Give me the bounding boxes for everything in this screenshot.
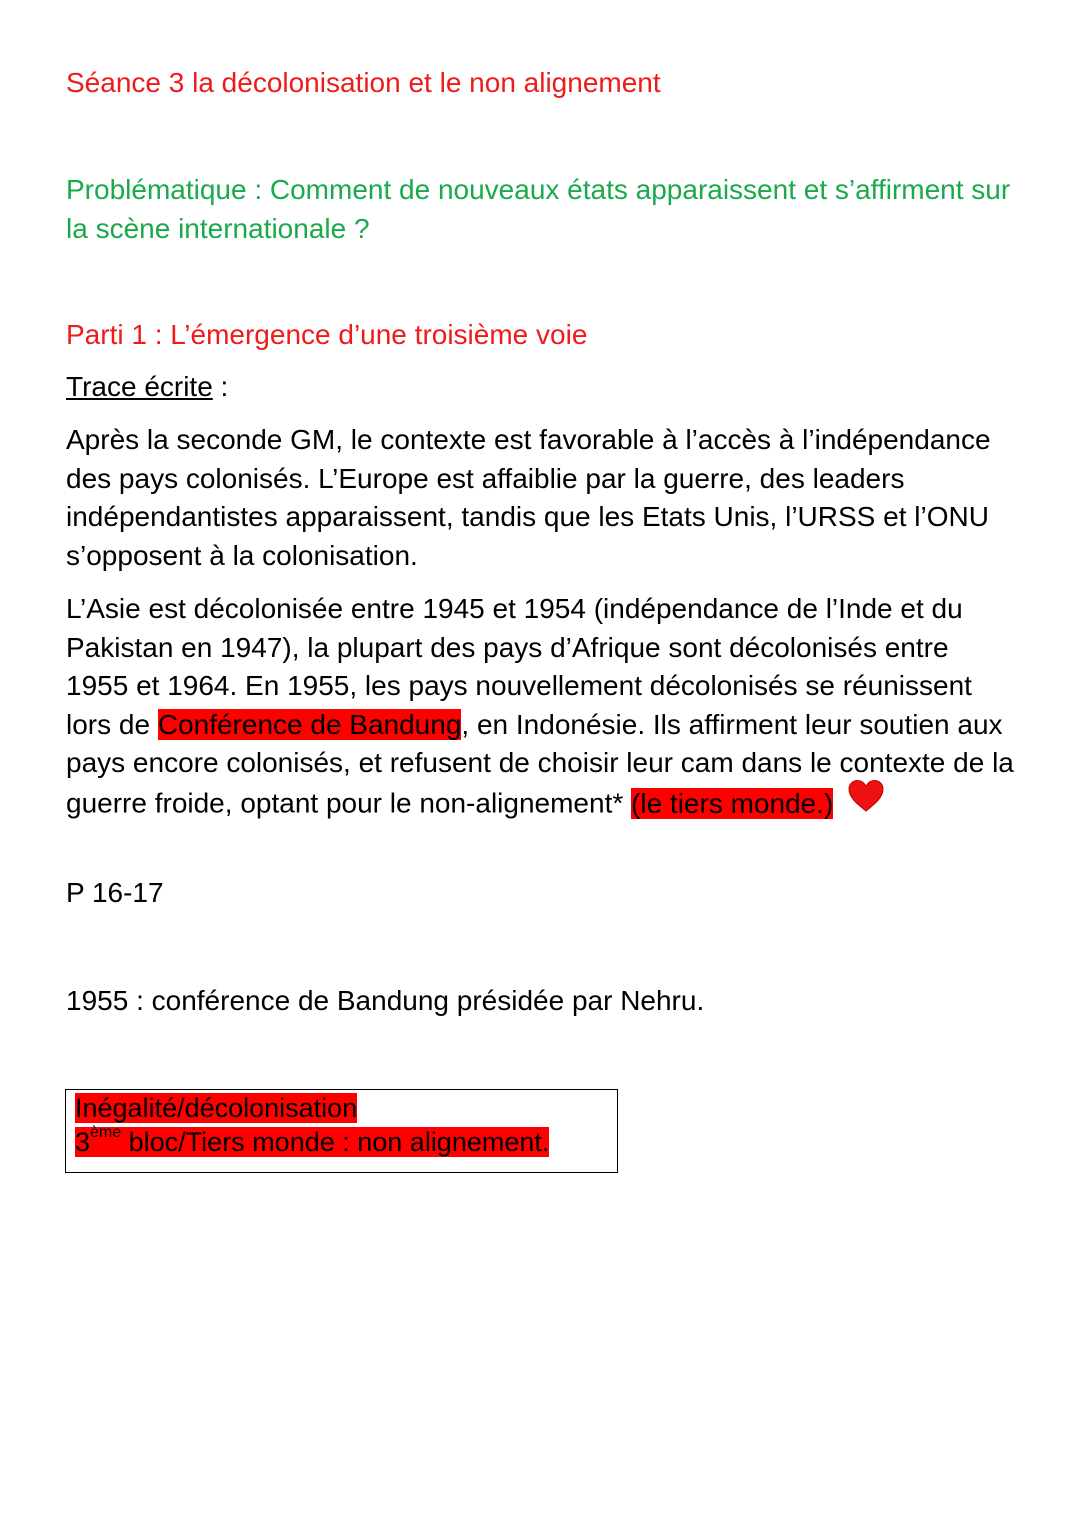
summary-highlight-2 <box>75 1124 550 1157</box>
paragraph-context: Après la seconde GM, le contexte est favorable à l’accès à l’indépendance des pays colonisés. L’Europe est affaiblie par la guerre, des leaders indépendantistes apparaissent, tandis que les Etats Unis, l’URSS et l’ONU s’opposent à la colonisation. <box>66 424 991 571</box>
paragraph-decolonisation <box>66 590 1016 828</box>
paragraph-text-part1: L’Asie est décolonisée entre 1945 et 1954 (indépendance de l’Inde et du Pakistan en 1947), la plupart des pays d’Afrique sont décolonisés entre 1955 et 1964. En 1955, les pays nouvellement décolonisés se réunissent lors de <box>66 593 972 740</box>
summary-box <box>65 1089 618 1173</box>
summary-number: 3 <box>75 1127 91 1157</box>
page-reference: P 16-17 <box>66 877 164 908</box>
summary-line-1 <box>75 1092 357 1124</box>
summary-superscript: ème <box>90 1124 122 1141</box>
trace-ecrite-label <box>66 368 228 406</box>
trace-ecrite-text: Trace écrite <box>66 371 213 402</box>
heart-icon <box>847 779 885 824</box>
summary-text: bloc/Tiers monde : non alignement. <box>121 1127 550 1157</box>
trace-ecrite-colon: : <box>212 371 229 402</box>
problematique: Problématique : Comment de nouveaux états apparaissent et s’affirment sur la scène internationale ? <box>66 174 1011 244</box>
summary-line-2 <box>75 1126 549 1158</box>
highlight-bandung: Conférence de Bandung <box>157 708 462 740</box>
summary-highlight-1: Inégalité/décolonisation <box>75 1093 358 1123</box>
paragraph-text-part2: , en Indonésie. Ils affirment leur soutien aux pays encore colonisés, et refusent de choisir leur cam dans le contexte de la guerre froide, optant pour le non-alignement* <box>66 708 1014 819</box>
part-heading: Parti 1 : L’émergence d’une troisième voie <box>66 319 588 350</box>
event-1955: 1955 : conférence de Bandung présidée par Nehru. <box>66 985 705 1016</box>
highlight-tiers-monde: (le tiers monde.) <box>631 787 834 819</box>
page-title: Séance 3 la décolonisation et le non alignement <box>66 67 661 98</box>
